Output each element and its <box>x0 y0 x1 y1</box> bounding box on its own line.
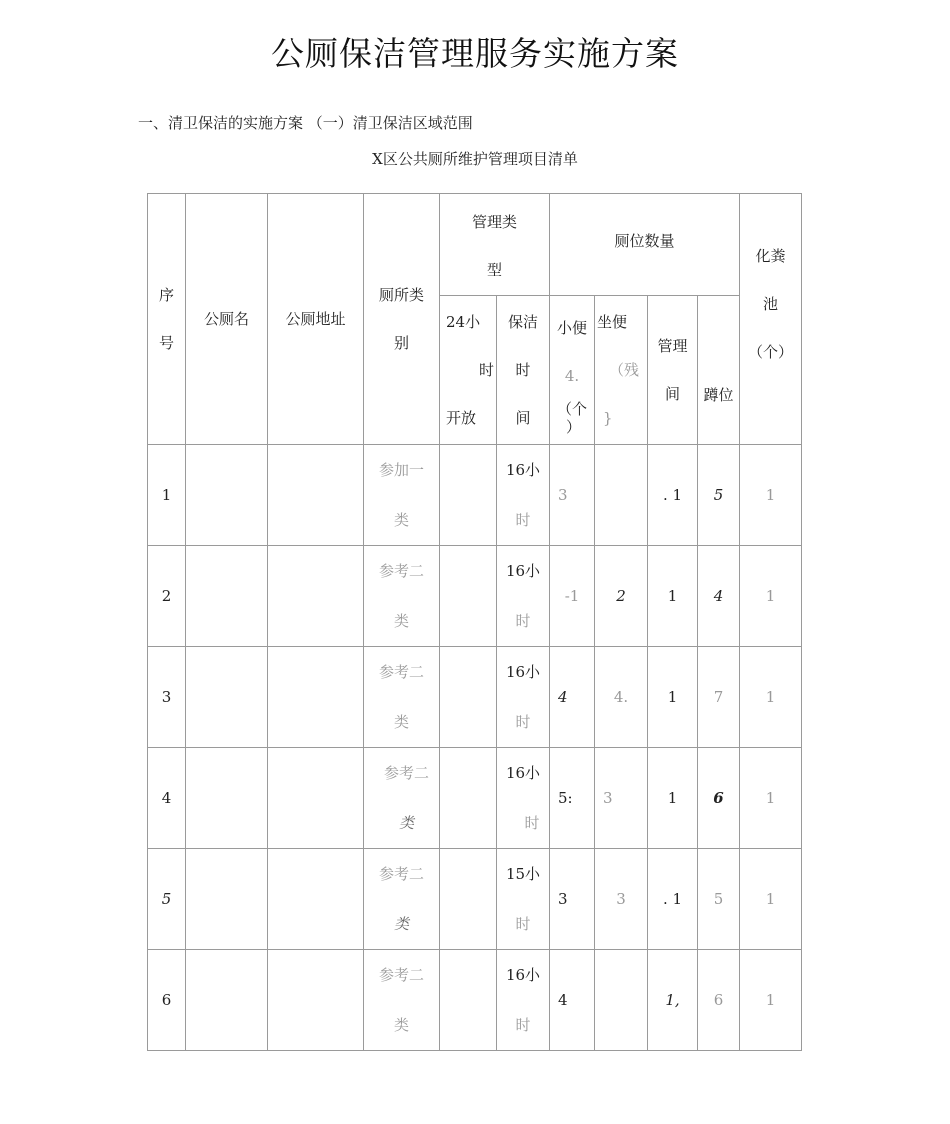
cell-mgmt-room: . 1 <box>648 445 698 546</box>
header-sit-toilet-line-1: 坐便 <box>597 313 628 331</box>
table-row <box>148 546 802 647</box>
header-category-line-1: 厕所类 <box>378 286 424 304</box>
header-squat: 蹲位 <box>698 296 740 445</box>
cell-urinal: 4 <box>550 647 595 748</box>
cell-sit-toilet: 3 <box>595 849 648 950</box>
header-urinal-line-4: ） <box>566 418 582 436</box>
cell-category-line-1: 参考二 <box>378 865 424 883</box>
cell-name <box>186 546 268 647</box>
cell-category <box>364 445 440 546</box>
cell-septic: 1 <box>740 748 802 849</box>
header-septic <box>740 194 802 445</box>
cell-category-line-1: 参考二 <box>378 663 424 681</box>
cell-urinal: 3 <box>550 849 595 950</box>
header-clean-time-line-2: 时 <box>515 361 531 379</box>
cell-clean-hours <box>497 546 550 647</box>
cell-septic: 1 <box>740 950 802 1051</box>
toilet-maintenance-table <box>147 193 802 1051</box>
cell-hours-line-1: 16小 <box>505 461 541 479</box>
cell-category-line-2: 类 <box>393 1016 409 1034</box>
cell-clean-hours <box>497 748 550 849</box>
cell-category <box>364 950 440 1051</box>
header-mgmt-room-line-1: 管理 <box>657 337 688 355</box>
cell-address <box>268 445 364 546</box>
cell-category-line-2: 类 <box>398 814 414 832</box>
header-seq <box>148 194 186 445</box>
cell-open24 <box>440 950 497 1051</box>
cell-hours-line-2: 时 <box>515 511 531 529</box>
cell-hours-line-2: 时 <box>524 814 540 832</box>
cell-hours-line-1: 16小 <box>505 562 541 580</box>
cell-open24 <box>440 748 497 849</box>
cell-category <box>364 748 440 849</box>
header-urinal <box>550 296 595 445</box>
cell-hours-line-1: 16小 <box>505 764 541 782</box>
cell-clean-hours <box>497 950 550 1051</box>
header-septic-line-2: 池 <box>763 295 779 313</box>
cell-sit-toilet: 4. <box>595 647 648 748</box>
cell-sit-toilet <box>595 445 648 546</box>
header-sit-toilet <box>595 296 648 445</box>
cell-septic: 1 <box>740 546 802 647</box>
cell-hours-line-1: 16小 <box>505 966 541 984</box>
table-row <box>148 445 802 546</box>
cell-seq: 3 <box>148 647 186 748</box>
cell-squat: 6 <box>698 748 740 849</box>
cell-hours-line-1: 15小 <box>505 865 541 883</box>
cell-open24 <box>440 647 497 748</box>
table-row <box>148 950 802 1051</box>
header-mgmt-type <box>440 194 550 296</box>
cell-sit-toilet: 2 <box>595 546 648 647</box>
cell-hours-line-1: 16小 <box>505 663 541 681</box>
cell-hours-line-2: 时 <box>515 612 531 630</box>
cell-mgmt-room: 1 <box>648 647 698 748</box>
header-urinal-line-2: 4. <box>564 367 580 385</box>
cell-category-line-2: 类 <box>393 612 409 630</box>
cell-name <box>186 748 268 849</box>
cell-seq: 4 <box>148 748 186 849</box>
section-heading: 一、清卫保洁的实施方案 （一）清卫保洁区域范围 <box>138 114 473 132</box>
header-stall-count: 厕位数量 <box>550 194 740 296</box>
header-clean-time <box>497 296 550 445</box>
cell-seq: 2 <box>148 546 186 647</box>
cell-urinal: 4 <box>550 950 595 1051</box>
cell-category-line-2: 类 <box>393 511 409 529</box>
cell-category-line-1: 参考二 <box>378 966 424 984</box>
cell-mgmt-room: 1 <box>648 748 698 849</box>
cell-open24 <box>440 849 497 950</box>
cell-urinal: 3 <box>550 445 595 546</box>
header-urinal-line-3: （个 <box>557 400 588 418</box>
cell-mgmt-room: 1, <box>648 950 698 1051</box>
header-urinal-line-1: 小便 <box>557 319 588 337</box>
cell-category-line-2: 类 <box>393 915 409 933</box>
cell-hours-line-2: 时 <box>515 1016 531 1034</box>
header-open24-line-1: 24小 <box>446 313 481 331</box>
cell-category <box>364 647 440 748</box>
document-title: 公厕保洁管理服务实施方案 <box>271 34 679 73</box>
cell-urinal: -1 <box>550 546 595 647</box>
cell-category <box>364 849 440 950</box>
cell-seq: 1 <box>148 445 186 546</box>
header-open24-line-2: 时 <box>478 361 494 379</box>
cell-sit-toilet: 3 <box>595 748 648 849</box>
cell-category-line-1: 参考二 <box>383 764 429 782</box>
header-seq-line-1: 序 <box>158 286 174 304</box>
cell-septic: 1 <box>740 849 802 950</box>
cell-category <box>364 546 440 647</box>
cell-address <box>268 950 364 1051</box>
cell-septic: 1 <box>740 445 802 546</box>
cell-address <box>268 748 364 849</box>
cell-address <box>268 647 364 748</box>
cell-mgmt-room: 1 <box>648 546 698 647</box>
table-row <box>148 849 802 950</box>
header-mgmt-type-line-2: 型 <box>487 260 503 279</box>
cell-squat: 6 <box>698 950 740 1051</box>
header-clean-time-line-1: 保洁 <box>508 313 539 331</box>
header-name: 公厕名 <box>186 194 268 445</box>
cell-open24 <box>440 445 497 546</box>
cell-squat: 5 <box>698 445 740 546</box>
cell-category-line-1: 参考二 <box>378 562 424 580</box>
header-mgmt-room <box>648 296 698 445</box>
cell-mgmt-room: . 1 <box>648 849 698 950</box>
cell-name <box>186 849 268 950</box>
header-sit-toilet-line-2: （残 <box>609 361 640 379</box>
cell-clean-hours <box>497 849 550 950</box>
cell-hours-line-2: 时 <box>515 713 531 731</box>
header-septic-line-3: （个） <box>748 343 794 361</box>
cell-squat: 4 <box>698 546 740 647</box>
cell-urinal: 5: <box>550 748 595 849</box>
table-row <box>148 748 802 849</box>
cell-category-line-1: 参加一 <box>378 461 424 479</box>
cell-sit-toilet <box>595 950 648 1051</box>
header-sit-toilet-line-3: } <box>603 409 613 427</box>
cell-clean-hours <box>497 445 550 546</box>
cell-name <box>186 445 268 546</box>
cell-category-line-2: 类 <box>393 713 409 731</box>
cell-name <box>186 950 268 1051</box>
cell-address <box>268 849 364 950</box>
cell-seq: 6 <box>148 950 186 1051</box>
cell-clean-hours <box>497 647 550 748</box>
table-row <box>148 647 802 748</box>
cell-seq: 5 <box>148 849 186 950</box>
header-mgmt-type-line-1: 管理类 <box>472 212 518 231</box>
cell-squat: 7 <box>698 647 740 748</box>
header-open24-line-3: 开放 <box>446 409 477 427</box>
cell-squat: 5 <box>698 849 740 950</box>
header-septic-line-1: 化粪 <box>755 247 786 265</box>
header-category-line-2: 别 <box>393 334 409 352</box>
header-seq-line-2: 号 <box>158 334 174 352</box>
header-clean-time-line-3: 间 <box>515 409 531 427</box>
header-category <box>364 194 440 445</box>
table-caption: X区公共厕所维护管理项目清单 <box>372 150 578 168</box>
cell-hours-line-2: 时 <box>515 915 531 933</box>
cell-address <box>268 546 364 647</box>
header-mgmt-room-line-2: 间 <box>665 385 681 403</box>
cell-septic: 1 <box>740 647 802 748</box>
cell-name <box>186 647 268 748</box>
header-open24 <box>440 296 497 445</box>
header-address: 公厕地址 <box>268 194 364 445</box>
cell-open24 <box>440 546 497 647</box>
